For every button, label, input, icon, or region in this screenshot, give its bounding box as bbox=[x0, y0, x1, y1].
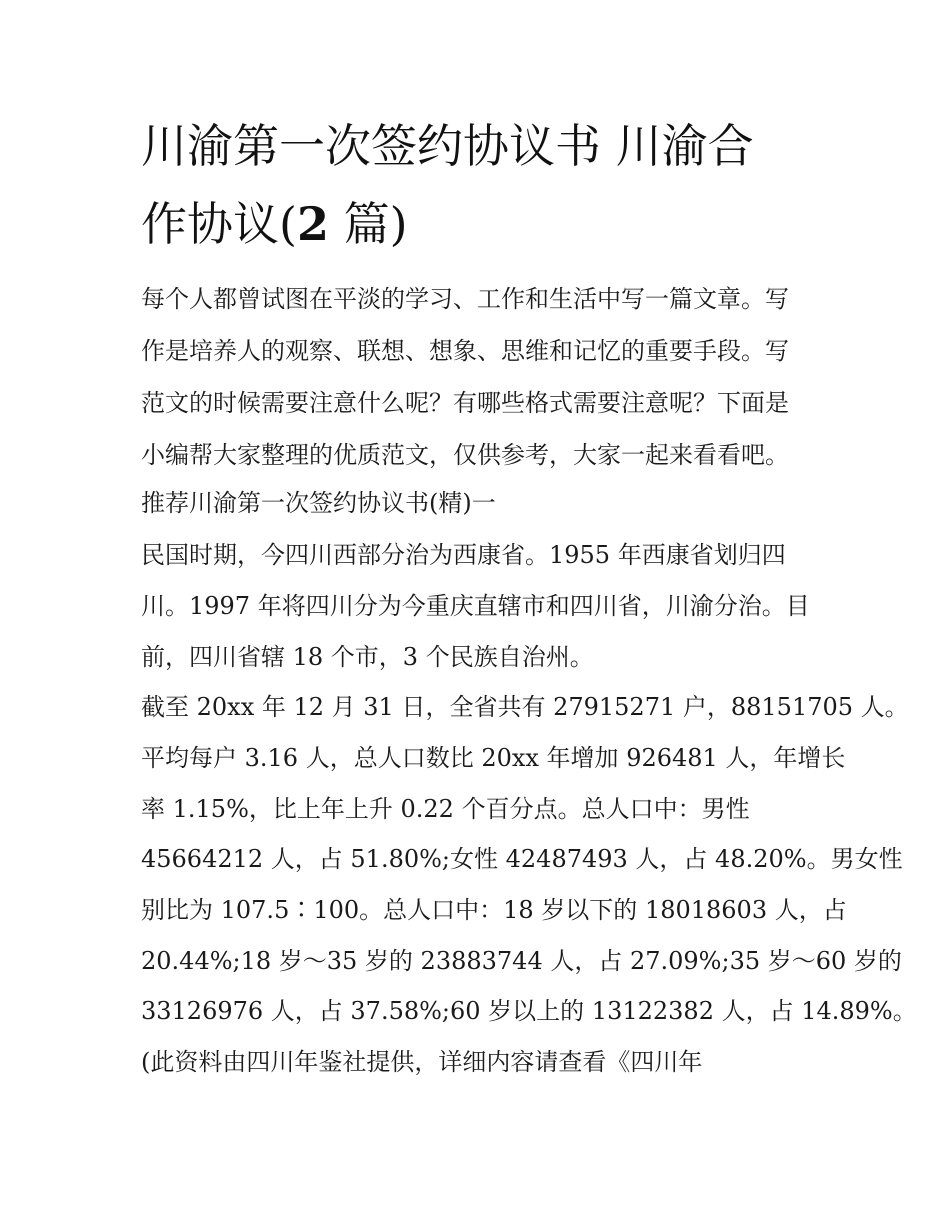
title-text-2b: 篇) bbox=[328, 197, 408, 251]
body-line-2: 作是培养人的观察、联想、想象、思维和记忆的重要手段。写 bbox=[141, 337, 789, 365]
title-text-1: 川渝第一次签约协议书 川渝合 bbox=[141, 119, 754, 173]
body-line-14: 20.44%;18 岁～35 岁的 23883744 人，占 27.09%;35 岁～60 岁的 bbox=[141, 947, 902, 975]
body-line-12: 45664212 人，占 51.80%;女性 42487493 人，占 48.20%。男女性 bbox=[141, 845, 903, 873]
body-line-1: 每个人都曾试图在平淡的学习、工作和生活中写一篇文章。写 bbox=[141, 285, 789, 313]
body-line-13: 别比为 107.5∶100。总人口中：18 岁以下的 18018603 人，占 bbox=[141, 896, 847, 924]
section-heading: 推荐川渝第一次签约协议书(精)一 bbox=[141, 489, 496, 517]
title-count: 2 bbox=[296, 197, 329, 251]
document-title-line-2 bbox=[141, 196, 408, 252]
body-line-10: 平均每户 3.16 人，总人口数比 20xx 年增加 926481 人，年增长 bbox=[141, 744, 846, 772]
body-line-9: 截至 20xx 年 12 月 31 日，全省共有 27915271 户，88151705 人。 bbox=[141, 693, 909, 721]
body-line-15: 33126976 人，占 37.58%;60 岁以上的 13122382 人，占 14.89%。 bbox=[141, 997, 917, 1025]
body-line-7: 川。1997 年将四川分为今重庆直辖市和四川省，川渝分治。目 bbox=[141, 592, 810, 620]
title-text-2a: 作协议( bbox=[141, 197, 297, 251]
body-line-11: 率 1.15%，比上年上升 0.22 个百分点。总人口中：男性 bbox=[141, 795, 750, 823]
body-line-4: 小编帮大家整理的优质范文，仅供参考，大家一起来看看吧。 bbox=[141, 441, 789, 469]
document-title-line-1 bbox=[141, 118, 754, 174]
body-line-16: (此资料由四川年鉴社提供，详细内容请查看《四川年 bbox=[141, 1048, 703, 1076]
body-line-3: 范文的时候需要注意什么呢？有哪些格式需要注意呢？下面是 bbox=[141, 389, 789, 417]
body-line-8: 前，四川省辖 18 个市，3 个民族自治州。 bbox=[141, 643, 594, 671]
body-line-6: 民国时期，今四川西部分治为西康省。1955 年西康省划归四 bbox=[141, 541, 786, 569]
